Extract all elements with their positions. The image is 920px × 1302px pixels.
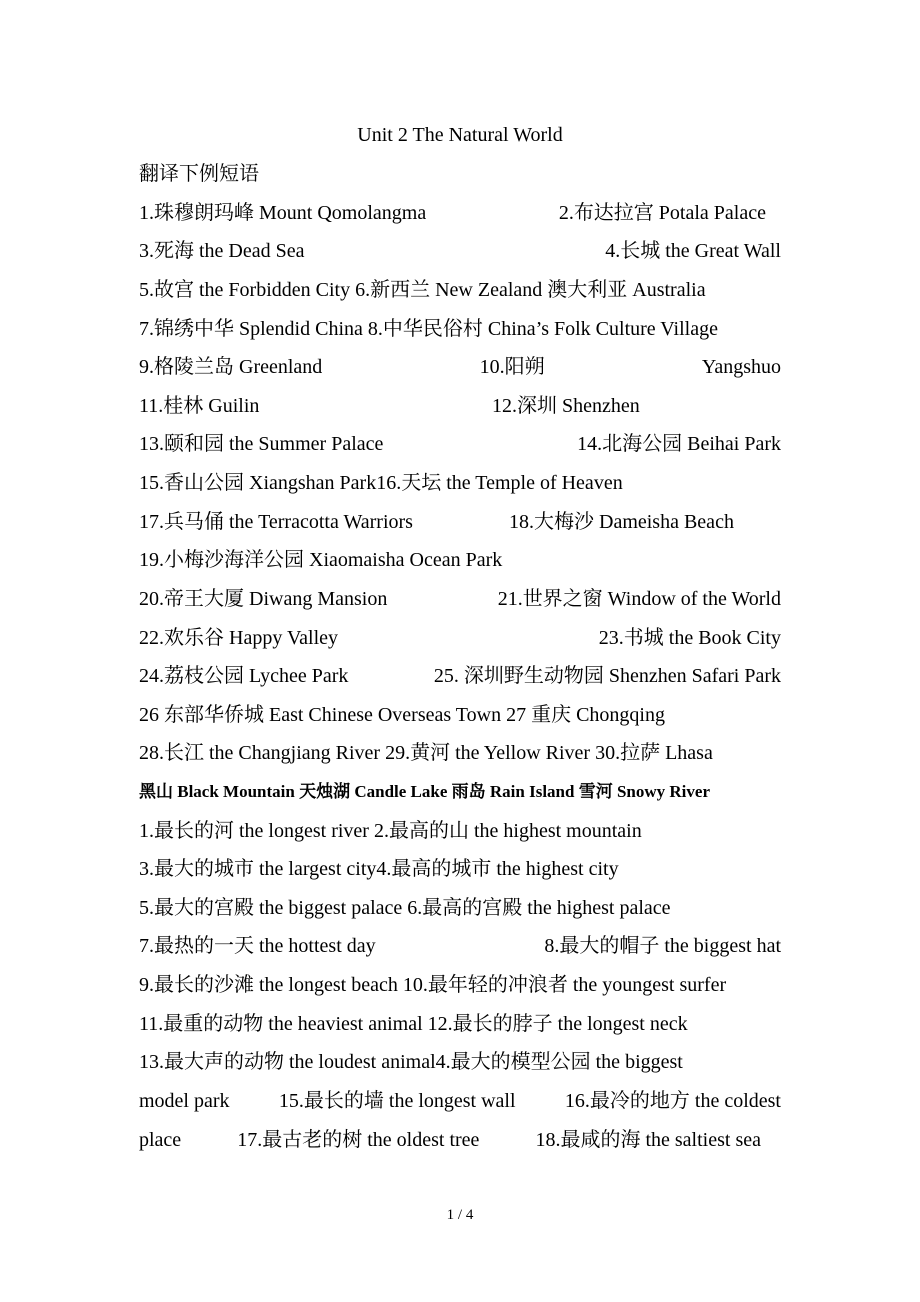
phrase: 18.大梅沙 Dameisha Beach: [509, 511, 734, 533]
phrase: 10.阳朔: [479, 356, 545, 378]
phrase-line: 19.小梅沙海洋公园 Xiaomaisha Ocean Park: [139, 549, 503, 571]
phrase: 20.帝王大厦 Diwang Mansion: [139, 588, 388, 610]
bold-phrase-line: 黑山 Black Mountain 天烛湖 Candle Lake 雨岛 Rain Island 雪河 Snowy River: [139, 782, 710, 801]
phrase-line: [139, 353, 781, 381]
phrase-line: [139, 199, 781, 227]
phrase-line: 11.最重的动物 the heaviest animal 12.最长的脖子 the longest neck: [139, 1013, 688, 1035]
phrase-line: 7.锦绣中华 Splendid China 8.中华民俗村 China’s Folk Culture Village: [139, 318, 718, 340]
phrase-line: [139, 508, 781, 536]
phrase: 1.珠穆朗玛峰 Mount Qomolangma: [139, 202, 427, 224]
phrase: 15.最长的墙 the longest wall: [278, 1090, 516, 1112]
phrase: 23.书城 the Book City: [598, 627, 781, 649]
phrase: 4.长城 the Great Wall: [605, 240, 781, 262]
phrase-line: 3.最大的城市 the largest city4.最高的城市 the highest city: [139, 858, 619, 880]
phrase-line: 28.长江 the Changjiang River 29.黄河 the Yellow River 30.拉萨 Lhasa: [139, 742, 713, 764]
phrase-line: 1.最长的河 the longest river 2.最高的山 the highest mountain: [139, 820, 642, 842]
phrase-line: [139, 1087, 781, 1115]
phrase: 22.欢乐谷 Happy Valley: [139, 627, 339, 649]
page-title: Unit 2 The Natural World: [357, 124, 563, 146]
phrase: place: [139, 1129, 182, 1151]
phrase: 25. 深圳野生动物园 Shenzhen Safari Park: [433, 665, 781, 687]
phrase: 7.最热的一天 the hottest day: [139, 935, 376, 957]
phrase: 13.颐和园 the Summer Palace: [139, 433, 384, 455]
phrase-line: [139, 1126, 781, 1154]
phrase: 18.最咸的海 the saltiest sea: [535, 1129, 761, 1151]
phrase: model park: [139, 1090, 230, 1112]
phrase: 9.格陵兰岛 Greenland: [139, 356, 323, 378]
phrase: 17.最古老的树 the oldest tree: [237, 1129, 480, 1151]
phrase-line: [139, 237, 781, 265]
phrase-line: 5.最大的宫殿 the biggest palace 6.最高的宫殿 the highest palace: [139, 897, 671, 919]
phrase-line: 5.故宫 the Forbidden City 6.新西兰 New Zealand 澳大利亚 Australia: [139, 279, 706, 301]
phrase-line: 9.最长的沙滩 the longest beach 10.最年轻的冲浪者 the youngest surfer: [139, 974, 727, 996]
phrase: 24.荔枝公园 Lychee Park: [139, 665, 349, 687]
phrase-line: 15.香山公园 Xiangshan Park16.天坛 the Temple of Heaven: [139, 472, 623, 494]
phrase: 8.最大的帽子 the biggest hat: [544, 935, 781, 957]
phrase-line: [139, 430, 781, 458]
phrase: 12.深圳 Shenzhen: [492, 395, 640, 417]
phrase: 21.世界之窗 Window of the World: [497, 588, 781, 610]
phrase: 2.布达拉宫 Potala Palace: [558, 202, 766, 224]
phrase-line: [139, 662, 781, 690]
phrase-line: [139, 624, 781, 652]
phrase: 14.北海公园 Beihai Park: [577, 433, 781, 455]
phrase: 16.最冷的地方 the coldest: [564, 1090, 781, 1112]
section-heading: 翻译下例短语: [139, 163, 259, 185]
phrase-line: [139, 585, 781, 613]
phrase-line: [139, 392, 781, 420]
phrase-line: 13.最大声的动物 the loudest animal4.最大的模型公园 the biggest: [139, 1051, 683, 1073]
phrase-line: [139, 932, 781, 960]
phrase-line: 26 东部华侨城 East Chinese Overseas Town 27 重庆 Chongqing: [139, 704, 665, 726]
phrase: 11.桂林 Guilin: [139, 395, 260, 417]
phrase: 17.兵马俑 the Terracotta Warriors: [139, 511, 413, 533]
phrase: Yangshuo: [701, 356, 781, 378]
page-number: 1 / 4: [446, 1207, 474, 1223]
phrase: 3.死海 the Dead Sea: [139, 240, 305, 262]
